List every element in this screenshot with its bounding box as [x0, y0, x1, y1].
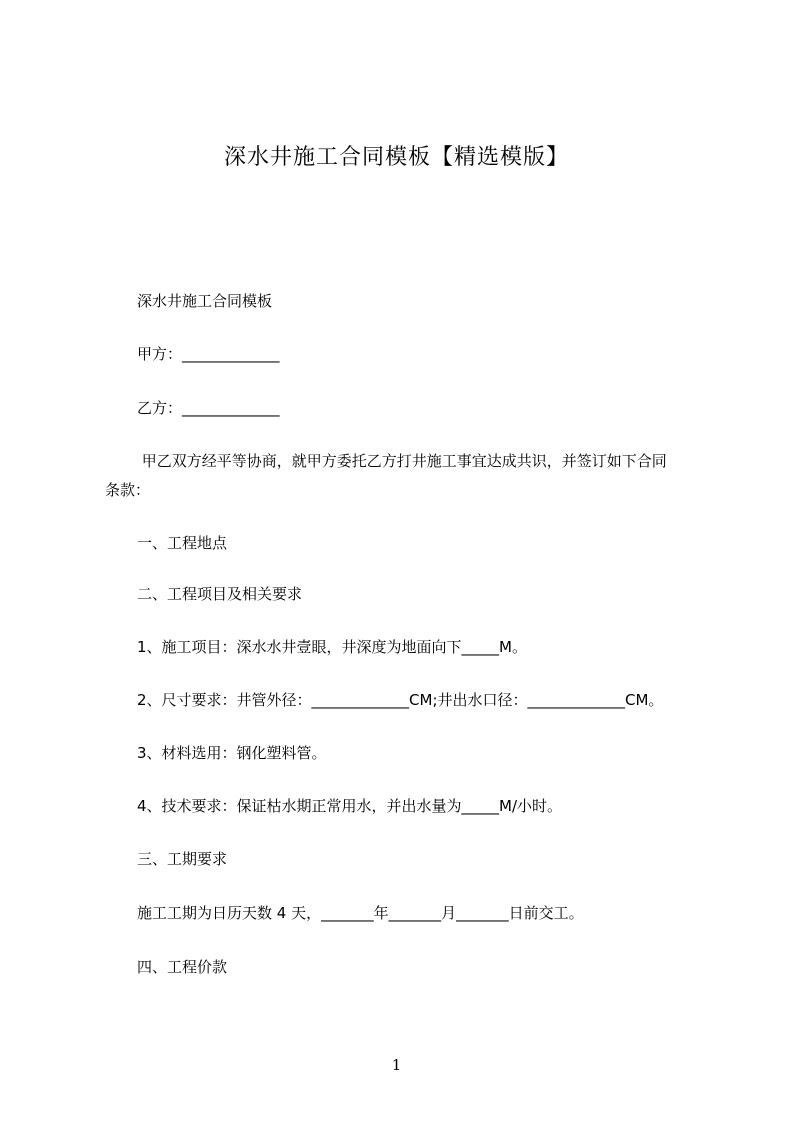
clause-item: 4、技术要求：保证枯水期正常用水，并出水量为_____M/小时。: [137, 797, 563, 815]
party-b-field: 乙方：_____________: [137, 399, 280, 417]
section-heading-requirements: 二、工程项目及相关要求: [137, 585, 303, 603]
subtitle: 深水井施工合同模板: [137, 292, 273, 310]
intro-paragraph: 甲乙双方经平等协商，就甲方委托乙方打井施工事宜达成共识，并签订如下合同: [137, 452, 667, 470]
section-heading-schedule: 三、工期要求: [137, 850, 228, 868]
section-heading-location: 一、工程地点: [137, 534, 228, 552]
document-title: 深水井施工合同模板【精选模版】: [223, 145, 569, 170]
schedule-paragraph: 施工工期为日历天数 4 天，_______年_______月_______日前交工。: [137, 904, 584, 922]
intro-paragraph-continuation: 条款：: [105, 481, 151, 499]
clause-item: 3、材料选用：钢化塑料管。: [137, 744, 327, 762]
clause-item: 1、施工项目：深水水井壹眼，井深度为地面向下_____M。: [137, 638, 527, 656]
section-heading-price: 四、工程价款: [137, 958, 228, 976]
page-number: 1: [391, 1056, 402, 1074]
party-a-field: 甲方：_____________: [137, 345, 280, 363]
clause-item: 2、尺寸要求：井管外径：_____________CM;井出水口径：_____________CM。: [137, 691, 664, 709]
